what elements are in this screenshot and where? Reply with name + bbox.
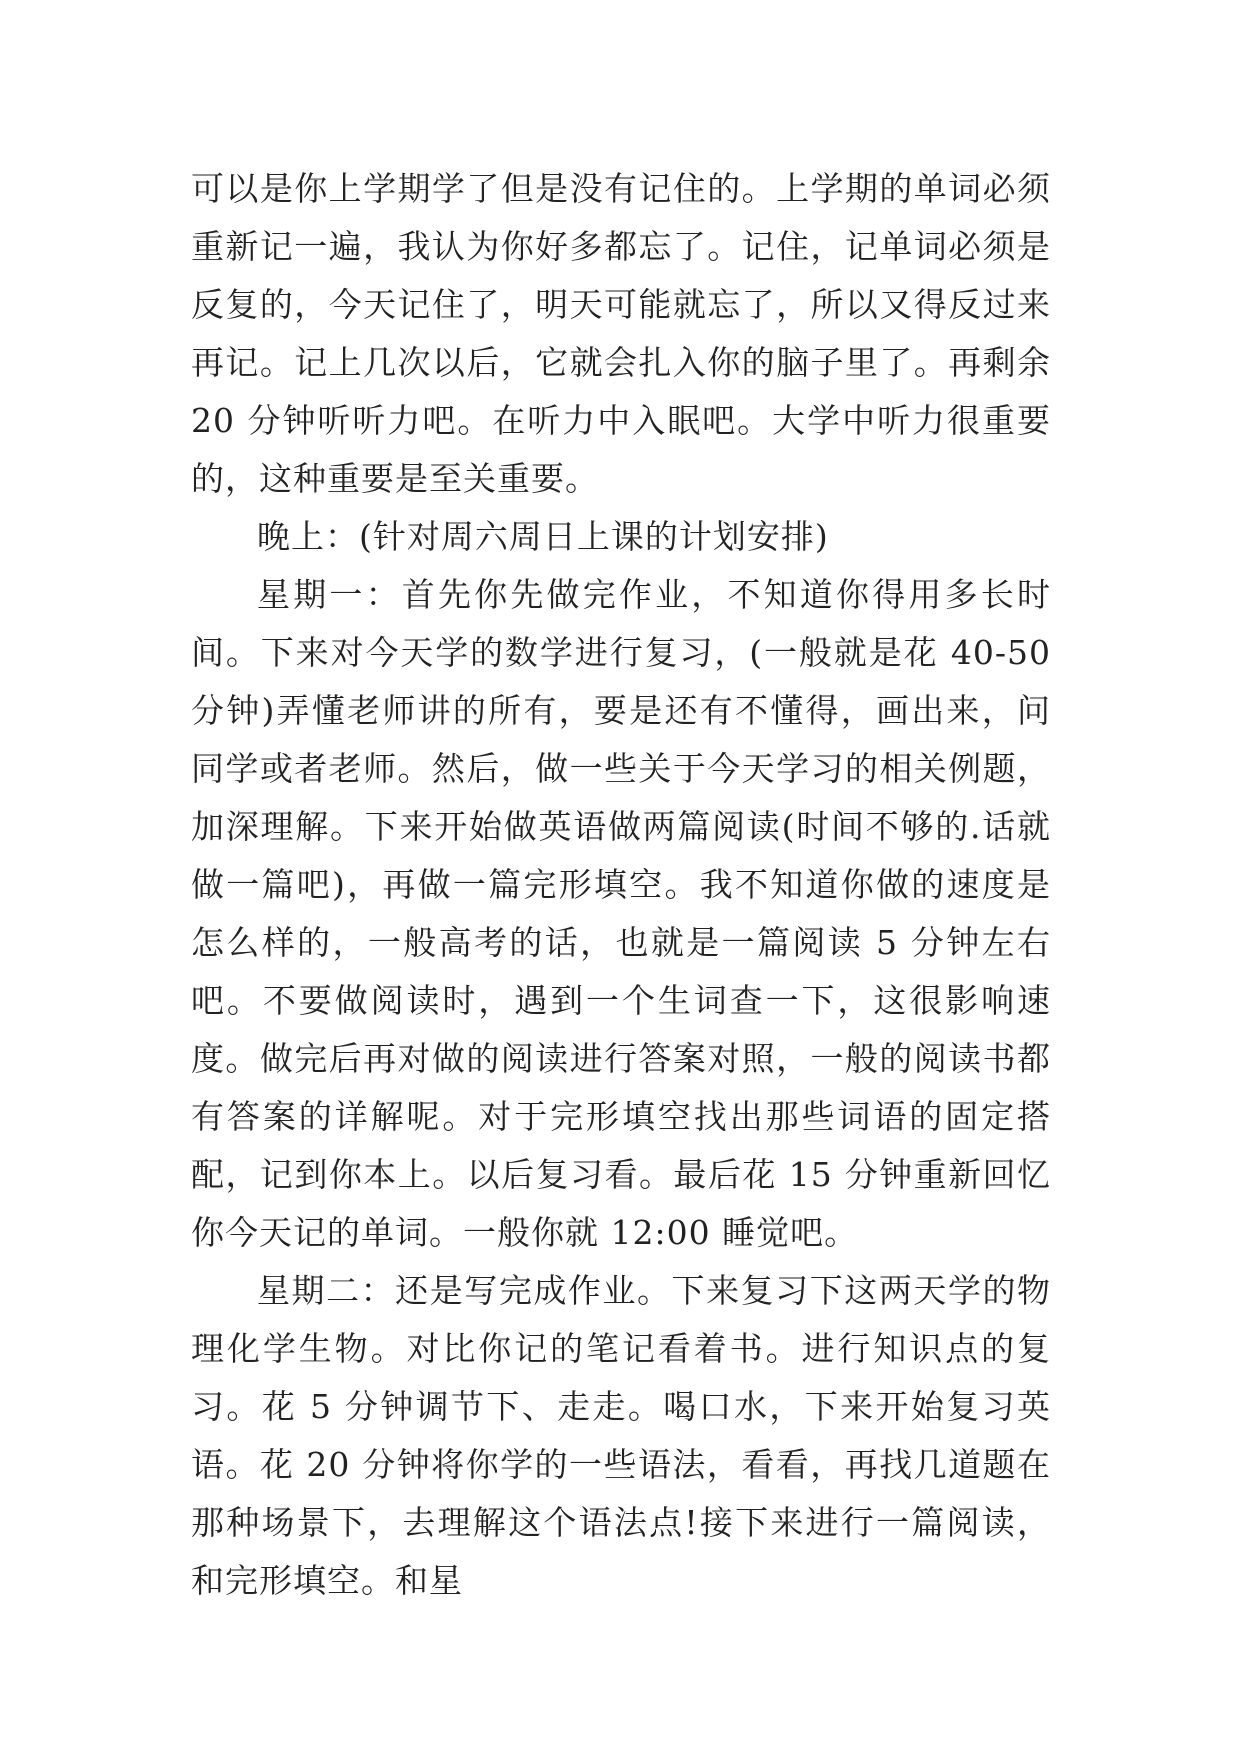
document-body	[191, 160, 1051, 1610]
paragraph-monday: 星期一：首先你先做完作业，不知道你得用多长时间。下来对今天学的数学进行复习，(一般就是花 40-50 分钟)弄懂老师讲的所有，要是还有不懂得，画出来，问同学或者老师。然后，做一些关于今天学习的相关例题，加深理解。下来开始做英语做两篇阅读(时间不够的.话就做一篇吧)，再做一篇完形填空。我不知道你做的速度是怎么样的，一般高考的话，也就是一篇阅读 5 分钟左右吧。不要做阅读时，遇到一个生词查一下，这很影响速度。做完后再对做的阅读进行答案对照，一般的阅读书都有答案的详解呢。对于完形填空找出那些词语的固定搭配，记到你本上。以后复习看。最后花 15 分钟重新回忆你今天记的单词。一般你就 12:00 睡觉吧。	[191, 575, 1051, 1252]
paragraph-continuation: 可以是你上学期学了但是没有记住的。上学期的单词必须重新记一遍，我认为你好多都忘了。记住，记单词必须是反复的，今天记住了，明天可能就忘了，所以又得反过来再记。记上几次以后，它就会扎入你的脑子里了。再剩余 20 分钟听听力吧。在听力中入眠吧。大学中听力很重要的，这种重要是至关重要。	[191, 169, 1051, 498]
paragraph-tuesday: 星期二：还是写完成作业。下来复习下这两天学的物理化学生物。对比你记的笔记看着书。进行知识点的复习。花 5 分钟调节下、走走。喝口水，下来开始复习英语。花 20 分钟将你学的一些语法，看看，再找几道题在那种场景下，去理解这个语法点!接下来进行一篇阅读，和完形填空。和星	[191, 1271, 1051, 1600]
paragraph-evening-heading: 晚上：(针对周六周日上课的计划安排)	[257, 517, 829, 556]
